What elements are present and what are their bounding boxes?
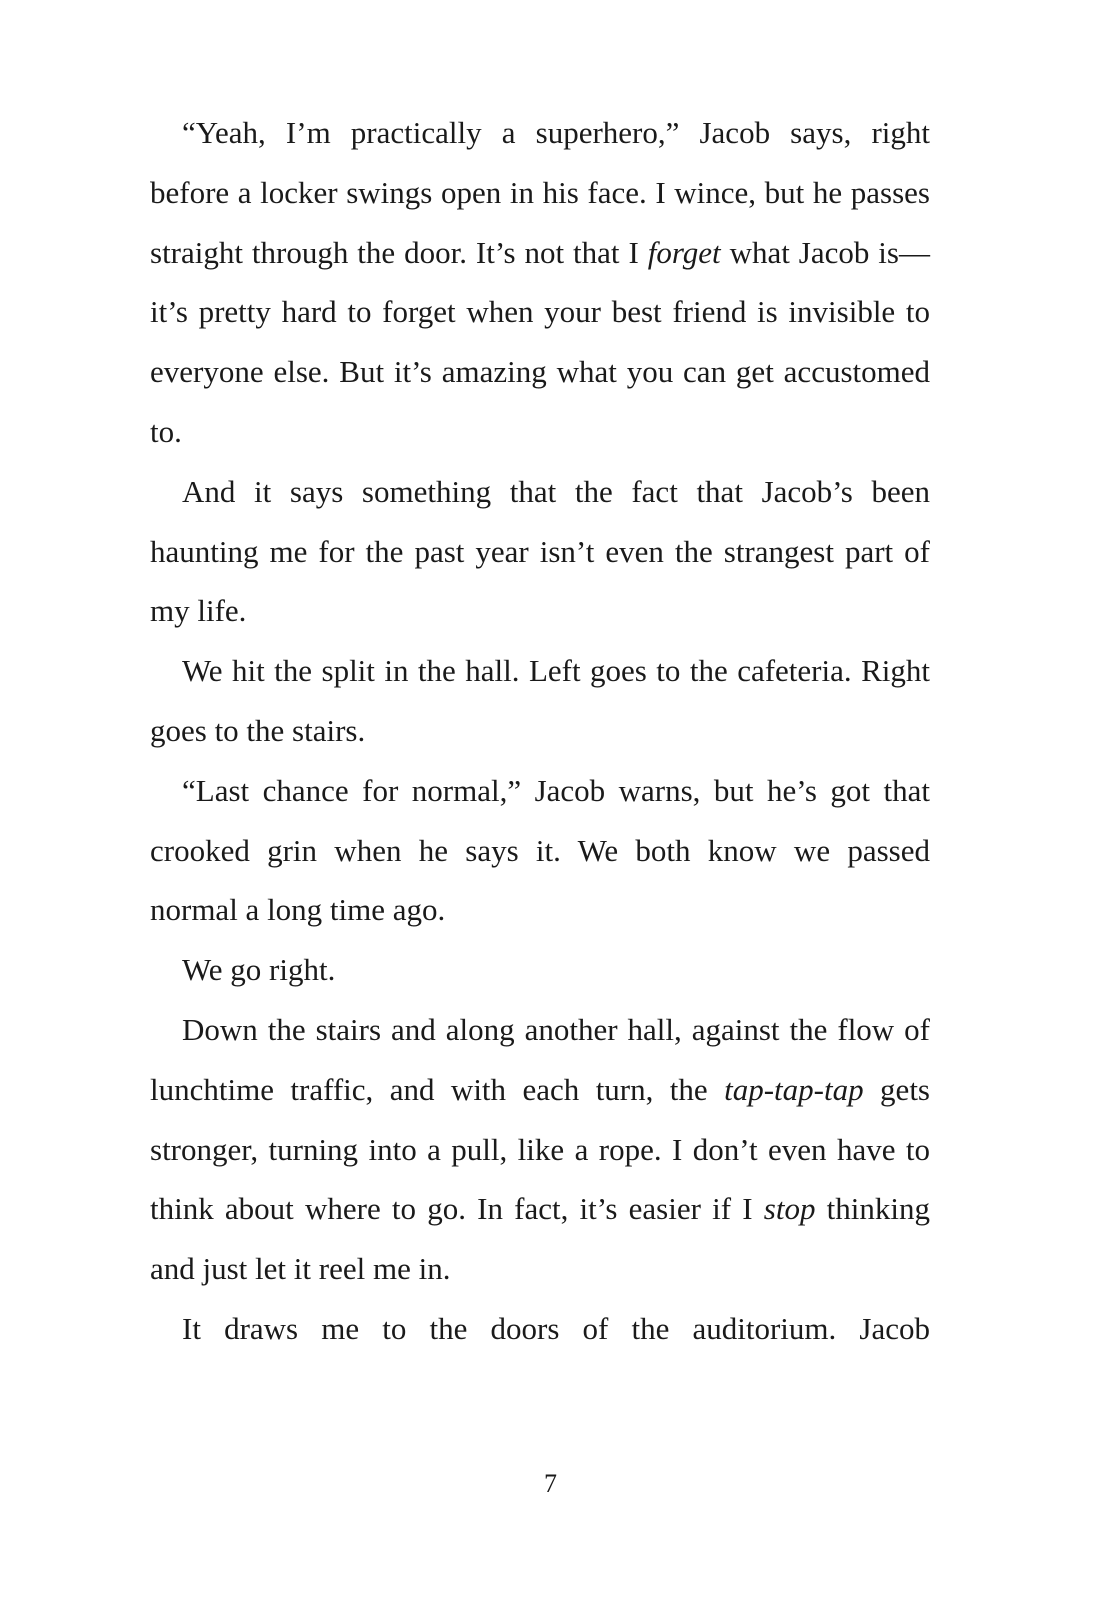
paragraph-1-text-1: “Yeah, I’m practically a superhero,” Jacob says, right before a locker swings open in his face. I wince, but he passes straight through the door. It’s not that I [150,115,930,270]
paragraph-2-text: And it says something that the fact that Jacob’s been haunting me for the past year isn’t even the strangest part of my life. [150,473,930,629]
paragraph-2 [150,462,930,641]
paragraph-6-italic-stop: stop [763,1191,816,1227]
paragraph-1-italic-forget: forget [647,234,721,270]
paragraph-6-text-1: Down the stairs and along another hall, against the flow of lunchtime traffic, and with each turn, the [150,1011,930,1107]
paragraph-6-text-2: gets stronger, turning into a pull, like a rope. I don’t even have to think about where to go. In fact, it’s easier if I [150,1071,930,1227]
paragraph-4-text: “Last chance for normal,” Jacob warns, but he’s got that crooked grin when he says it. We both know we passed normal a long time ago. [150,772,930,928]
paragraph-3 [150,641,930,761]
paragraph-5 [150,940,930,1000]
paragraph-7-text: It draws me to the doors of the auditorium. Jacob [182,1310,930,1346]
page-number: 7 [544,1469,557,1498]
paragraph-4 [150,761,930,940]
paragraph-6-italic-tap-tap-tap: tap-tap-tap [724,1071,864,1107]
paragraph-6-text-3: thinking and just let it reel me in. [150,1191,930,1287]
paragraph-1 [150,103,930,462]
paragraph-6 [150,1000,930,1299]
paragraph-7 [150,1299,930,1359]
page-body [150,103,930,1359]
paragraph-1-text-2: what Jacob is—it’s pretty hard to forget when your best friend is invisible to everyone else. But it’s amazing what you can get accustomed to. [150,234,930,449]
paragraph-3-text: We hit the split in the hall. Left goes to the cafeteria. Right goes to the stairs. [150,653,930,748]
paragraph-5-text: We go right. [182,952,336,988]
